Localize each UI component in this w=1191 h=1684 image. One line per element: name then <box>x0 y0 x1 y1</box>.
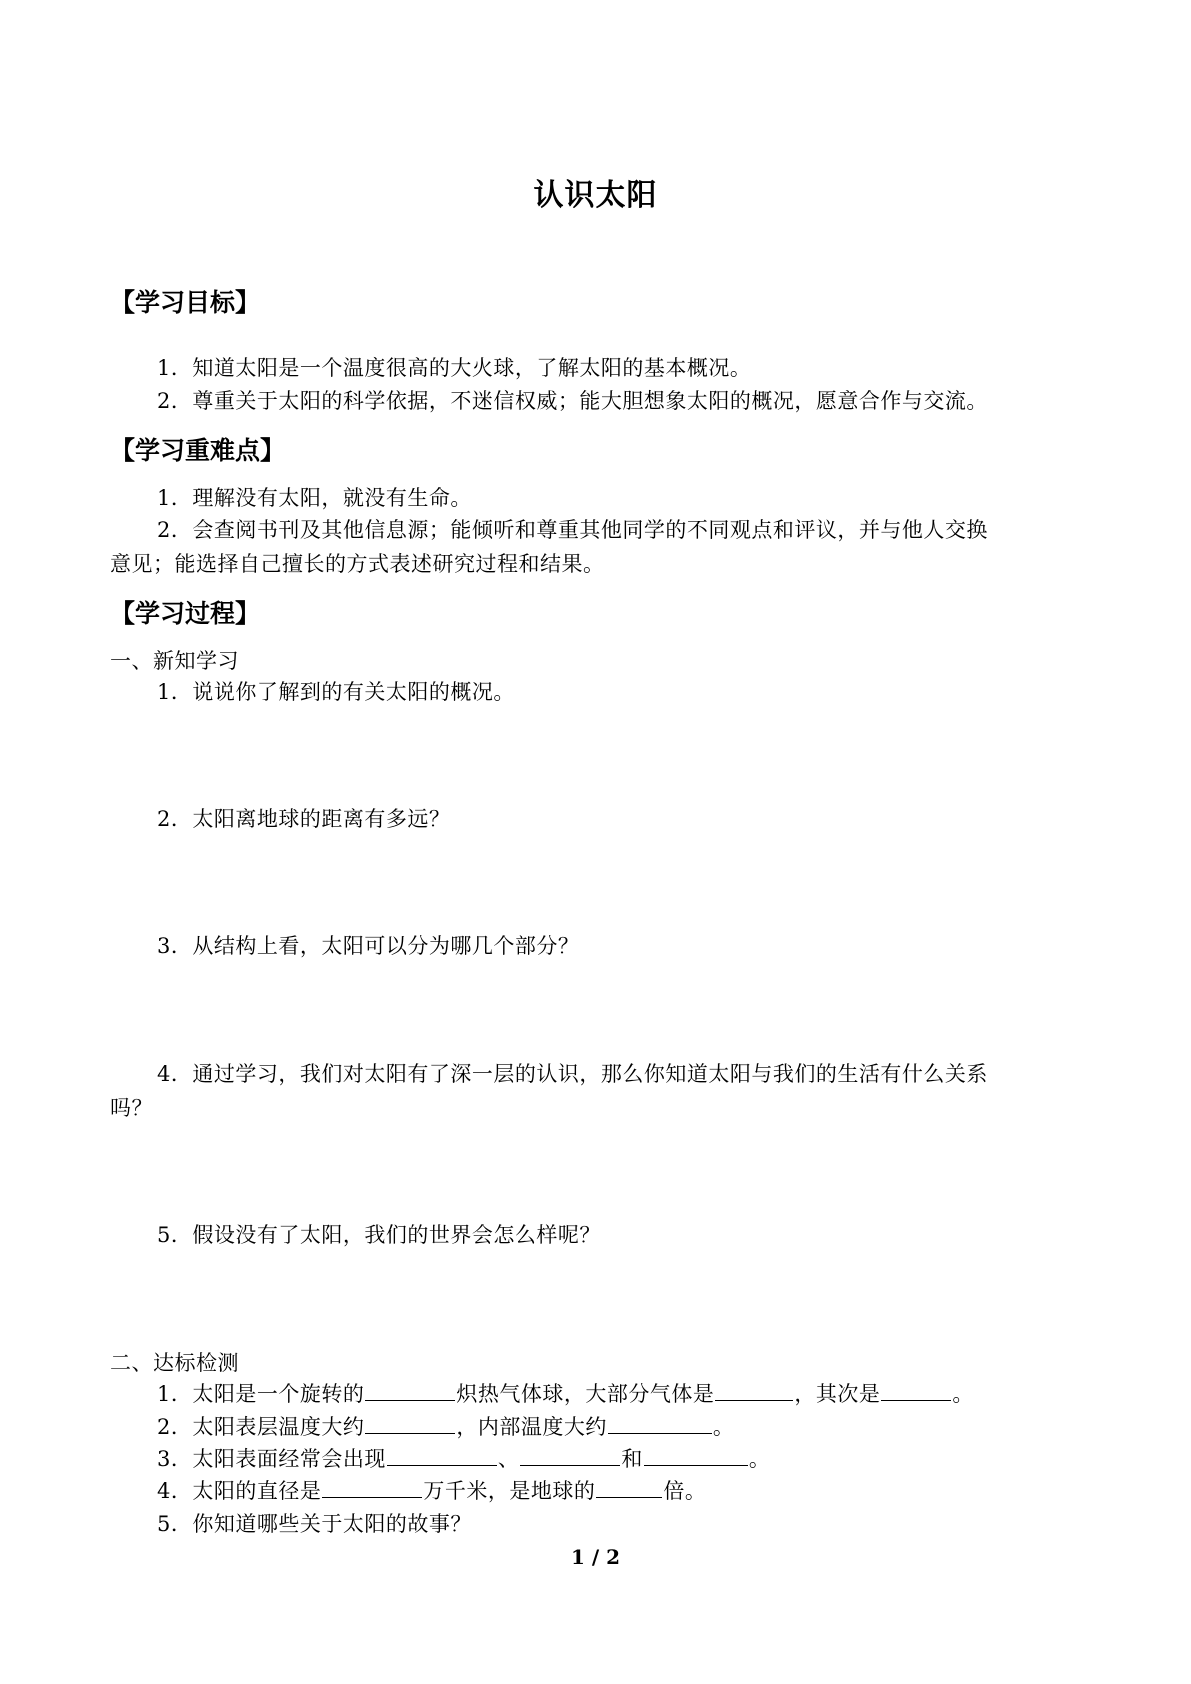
answer-blank[interactable] <box>520 1443 620 1466</box>
test-item-3-text-c: 和 <box>621 1447 643 1471</box>
page-number: 1 / 2 <box>570 1545 621 1569</box>
test-item-3 <box>157 1443 770 1473</box>
answer-blank[interactable] <box>596 1475 662 1498</box>
test-item-4-text-c: 倍。 <box>663 1479 707 1503</box>
answer-blank[interactable] <box>715 1378 793 1401</box>
test-item-2-text-a: 2．太阳表层温度大约 <box>157 1415 365 1439</box>
test-item-3-text-d: 。 <box>748 1447 771 1471</box>
question-4-line-1: 4．通过学习，我们对太阳有了深一层的认识，那么你知道太阳与我们的生活有什么关系 <box>157 1062 988 1086</box>
answer-blank[interactable] <box>608 1411 712 1434</box>
heading-process: 【学习过程】 <box>110 599 261 628</box>
objective-item-2: 2．尊重关于太阳的科学依据，不迷信权威；能大胆想象太阳的概况，愿意合作与交流。 <box>157 389 988 413</box>
answer-blank[interactable] <box>881 1378 951 1401</box>
test-item-2-text-b: ，内部温度大约 <box>456 1415 607 1439</box>
answer-blank[interactable] <box>644 1443 748 1466</box>
question-5: 5．假设没有了太阳，我们的世界会怎么样呢？ <box>157 1223 601 1247</box>
question-3: 3．从结构上看，太阳可以分为哪几个部分？ <box>157 934 580 958</box>
test-item-1-text-b: 炽热气体球，大部分气体是 <box>456 1382 715 1406</box>
keypoint-item-2-line-1: 2．会查阅书刊及其他信息源；能倾听和尊重其他同学的不同观点和评议，并与他人交换 <box>157 518 988 542</box>
test-item-4 <box>157 1475 706 1505</box>
heading-objectives: 【学习目标】 <box>110 288 261 317</box>
test-item-1-text-a: 1．太阳是一个旋转的 <box>157 1382 365 1406</box>
keypoint-item-1: 1．理解没有太阳，就没有生命。 <box>157 486 472 510</box>
test-item-5: 5．你知道哪些关于太阳的故事？ <box>157 1512 472 1536</box>
test-item-2 <box>157 1411 734 1441</box>
test-item-4-text-b: 万千米，是地球的 <box>423 1479 596 1503</box>
answer-blank[interactable] <box>365 1411 455 1434</box>
section-assessment: 二、达标检测 <box>110 1351 239 1375</box>
answer-blank[interactable] <box>387 1443 497 1466</box>
test-item-3-text-b: 、 <box>497 1447 520 1471</box>
test-item-1-text-c: ，其次是 <box>794 1382 881 1406</box>
keypoint-item-2-line-2: 意见；能选择自己擅长的方式表述研究过程和结果。 <box>110 552 605 576</box>
answer-blank[interactable] <box>365 1378 455 1401</box>
heading-keypoints: 【学习重难点】 <box>110 436 286 465</box>
page-title: 认识太阳 <box>533 178 658 213</box>
question-2: 2．太阳离地球的距离有多远？ <box>157 807 451 831</box>
question-4-line-2: 吗？ <box>110 1096 153 1120</box>
question-1: 1．说说你了解到的有关太阳的概况。 <box>157 680 515 704</box>
test-item-2-text-c: 。 <box>712 1415 735 1439</box>
test-item-4-text-a: 4．太阳的直径是 <box>157 1479 322 1503</box>
test-item-3-text-a: 3．太阳表面经常会出现 <box>157 1447 386 1471</box>
objective-item-1: 1．知道太阳是一个温度很高的大火球，了解太阳的基本概况。 <box>157 356 752 380</box>
answer-blank[interactable] <box>322 1475 422 1498</box>
test-item-1 <box>157 1378 974 1408</box>
test-item-1-text-d: 。 <box>952 1382 974 1406</box>
section-new-knowledge: 一、新知学习 <box>110 649 239 673</box>
